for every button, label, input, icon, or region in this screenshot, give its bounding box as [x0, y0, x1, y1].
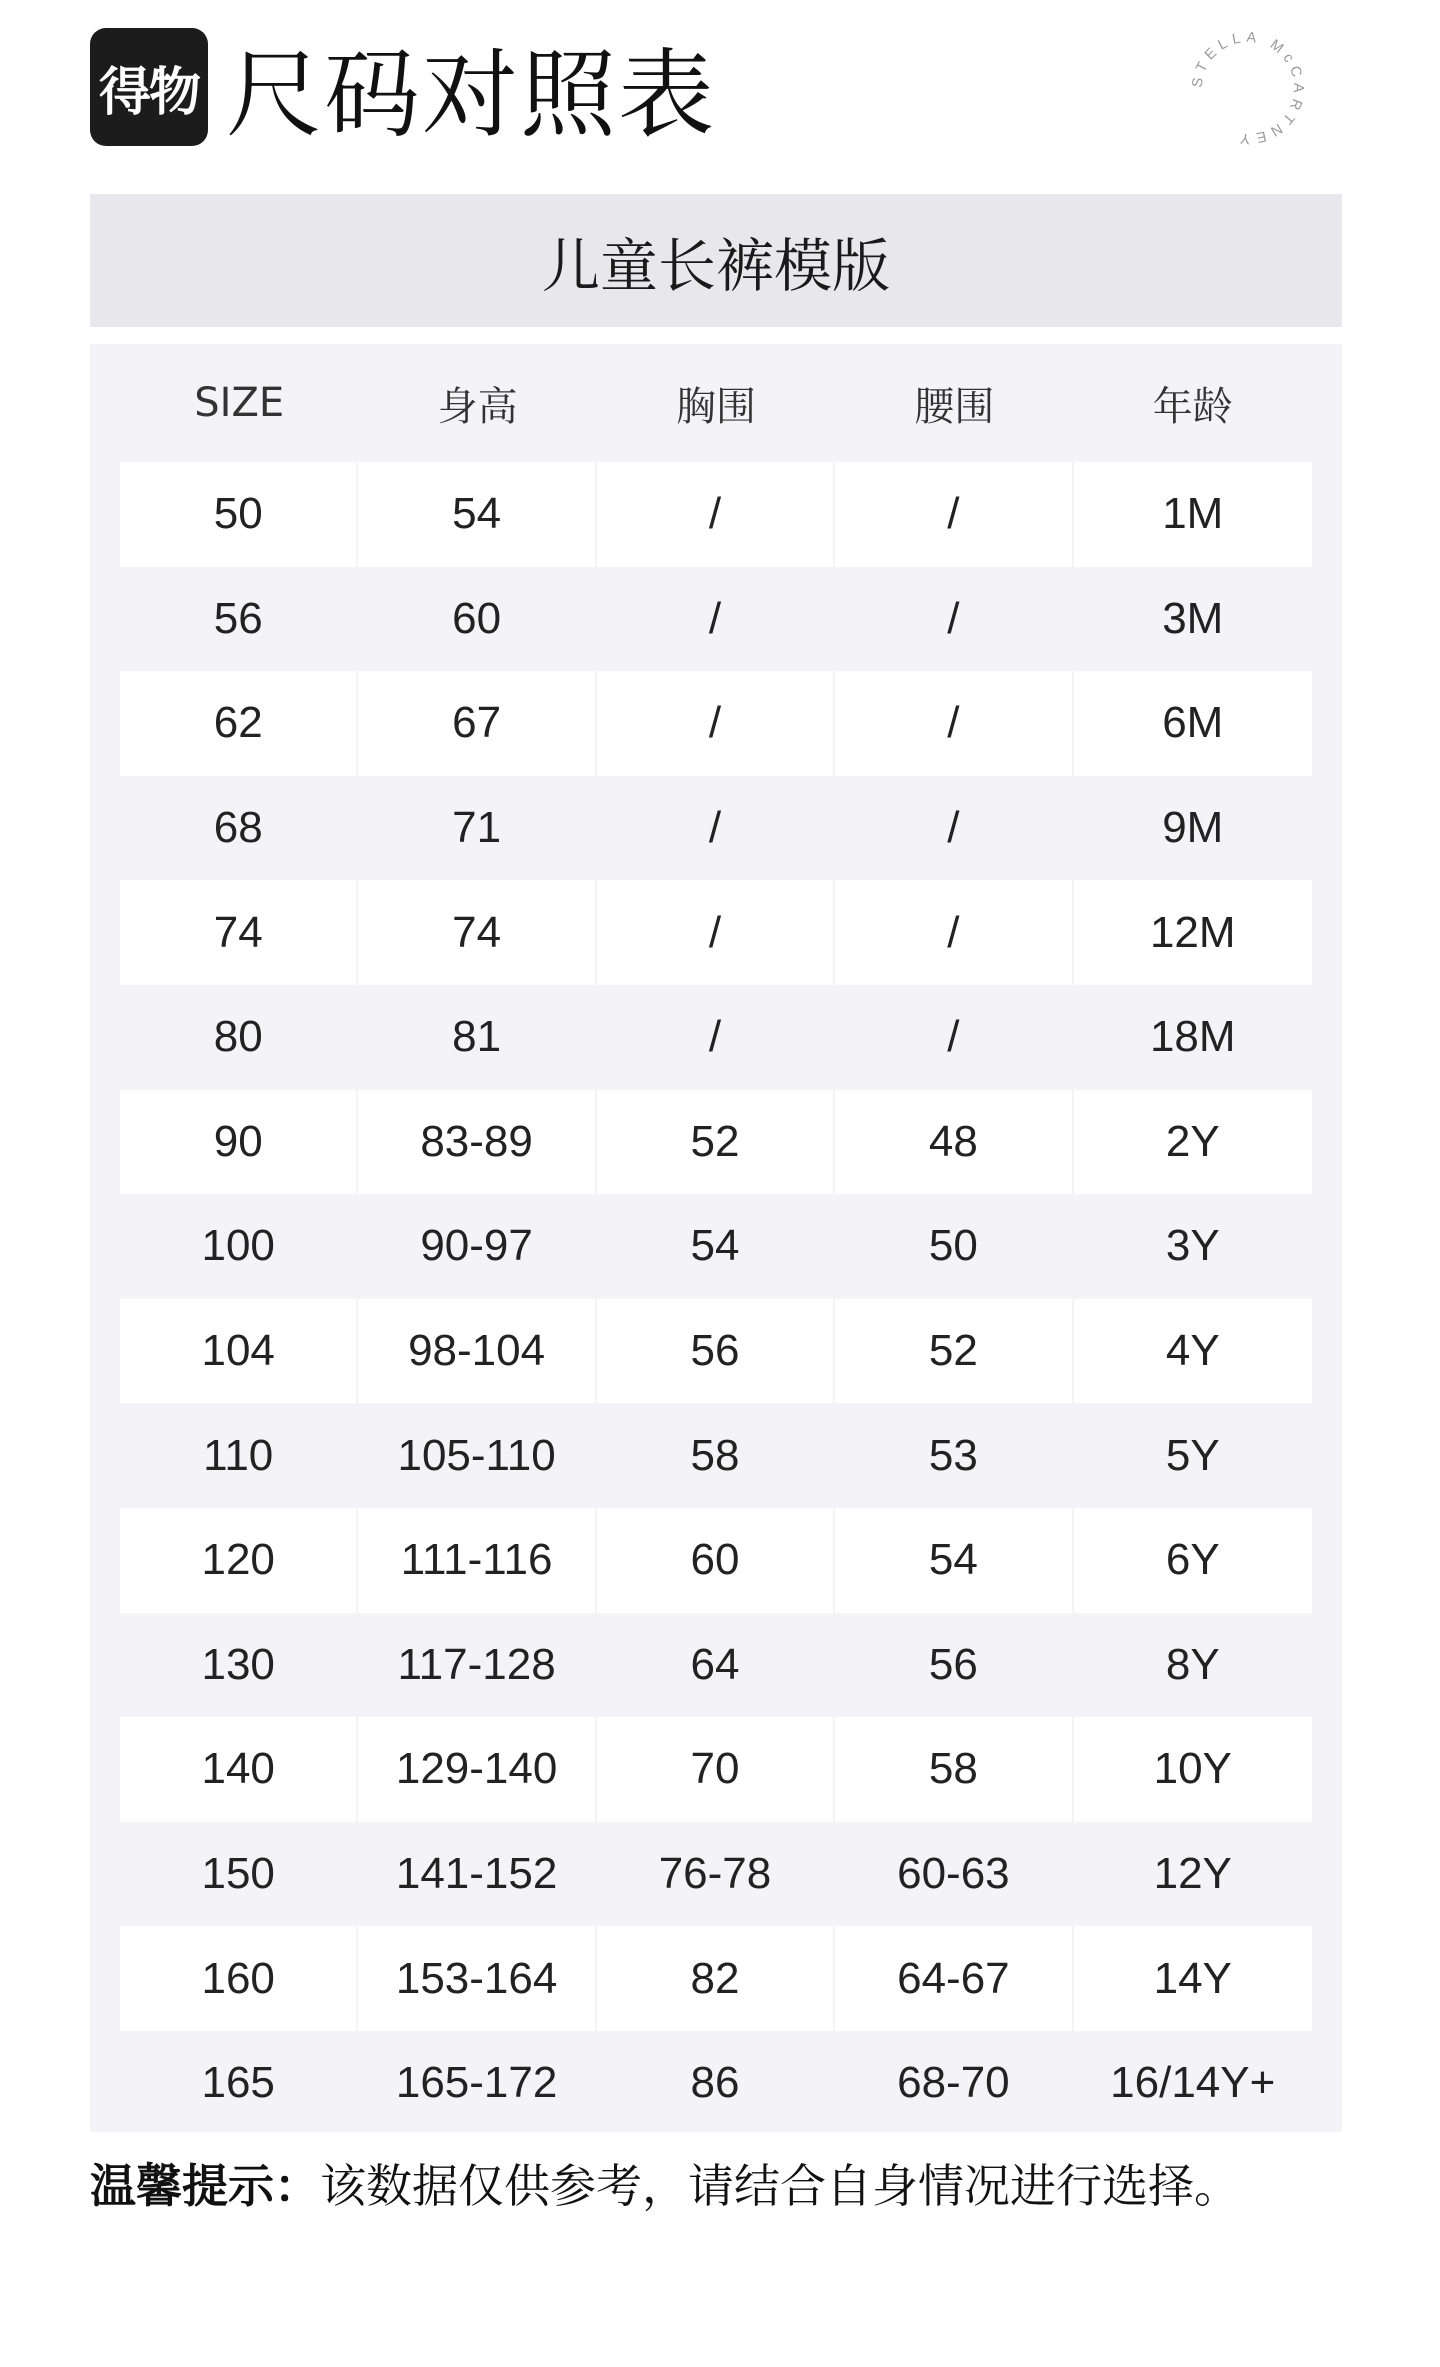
table-cell: /	[835, 671, 1071, 776]
table-cell: 140	[120, 1717, 356, 1822]
table-cell: 5Y	[1165, 1430, 1220, 1480]
table-cell: 48	[835, 1090, 1071, 1195]
table-row	[120, 1403, 1312, 1508]
table-row	[120, 880, 1312, 985]
table-row	[120, 1822, 1312, 1927]
table-row	[120, 1299, 1312, 1404]
table-cell: /	[708, 803, 722, 853]
table-cell: 54	[358, 462, 594, 567]
table-cell: 120	[120, 1508, 356, 1613]
table-cell: /	[597, 880, 833, 985]
table-cell: /	[835, 880, 1071, 985]
table-cell: 3Y	[1165, 1221, 1220, 1271]
table-cell: 54	[835, 1508, 1071, 1613]
table-cell: 60-63	[897, 1849, 1010, 1899]
table-row	[120, 1194, 1312, 1299]
table-cell: /	[835, 462, 1071, 567]
table-cell: 117-128	[397, 1639, 556, 1689]
table-cell: /	[597, 671, 833, 776]
table-cell: 3M	[1162, 593, 1224, 643]
table-cell: 56	[213, 593, 263, 643]
table-cell: 100	[201, 1221, 275, 1271]
table-cell: 90	[120, 1090, 356, 1195]
table-cell: 60	[452, 593, 502, 643]
table-cell: 14Y	[1074, 1926, 1312, 2031]
table-row	[120, 1926, 1312, 2031]
size-table	[90, 344, 1342, 2132]
table-cell: 64-67	[835, 1926, 1071, 2031]
table-cell: 58	[690, 1430, 740, 1480]
table-cell: 68	[213, 803, 263, 853]
table-cell: 80	[213, 1012, 263, 1062]
table-cell: 56	[597, 1299, 833, 1404]
table-row	[120, 1717, 1312, 1822]
table-cell: 130	[201, 1639, 275, 1689]
table-cell: /	[947, 593, 960, 643]
table-cell: 54	[690, 1221, 740, 1271]
table-cell: /	[947, 1012, 960, 1062]
table-body	[120, 462, 1312, 2136]
table-cell: 71	[452, 803, 502, 853]
table-cell: 110	[203, 1430, 274, 1480]
table-cell: 82	[597, 1926, 833, 2031]
page-header	[90, 22, 716, 152]
app-logo-text: 得物	[98, 62, 199, 123]
table-row	[120, 462, 1312, 567]
table-cell: 1M	[1074, 462, 1312, 567]
table-cell: 50	[928, 1221, 978, 1271]
table-row	[120, 2031, 1312, 2136]
table-cell: 64	[690, 1639, 740, 1689]
table-cell: /	[597, 462, 833, 567]
table-row	[120, 1090, 1312, 1195]
table-cell: 12M	[1074, 880, 1312, 985]
table-cell: 98-104	[358, 1299, 594, 1404]
table-cell: 165-172	[395, 2058, 558, 2108]
svg-text:STELLA McCARTNEY: STELLA McCARTNEY	[1189, 29, 1307, 147]
column-header: 胸围	[675, 383, 756, 430]
table-cell: 165	[201, 2058, 275, 2108]
column-header: 年龄	[1152, 383, 1233, 430]
table-cell: 141-152	[395, 1849, 558, 1899]
table-cell: 74	[120, 880, 356, 985]
table-row	[120, 985, 1312, 1090]
table-cell: 6Y	[1074, 1508, 1312, 1613]
app-logo	[90, 28, 208, 146]
table-cell: 105-110	[397, 1430, 556, 1480]
table-cell: 9M	[1162, 803, 1224, 853]
table-cell: 53	[928, 1430, 978, 1480]
table-row	[120, 776, 1312, 881]
table-cell: 160	[120, 1926, 356, 2031]
table-cell: 12Y	[1153, 1849, 1232, 1899]
table-cell: 4Y	[1074, 1299, 1312, 1404]
tip-label: 温馨提示：	[90, 2159, 320, 2213]
table-cell: 50	[120, 462, 356, 567]
table-cell: 150	[201, 1849, 275, 1899]
table-cell: 70	[597, 1717, 833, 1822]
table-cell: 16/14Y+	[1110, 2058, 1276, 2108]
table-cell: 52	[597, 1090, 833, 1195]
table-cell: /	[708, 1012, 722, 1062]
table-cell: 60	[597, 1508, 833, 1613]
footer-tip	[90, 2150, 1240, 2216]
table-row	[120, 1508, 1312, 1613]
size-chart-title: 儿童长裤模版	[541, 231, 890, 300]
table-row	[120, 671, 1312, 776]
table-cell: /	[947, 803, 960, 853]
table-cell: 68-70	[897, 2058, 1010, 2108]
table-cell: 62	[120, 671, 356, 776]
table-header-row	[120, 344, 1312, 462]
column-header: 身高	[437, 383, 518, 430]
page-title: 尺码对照表	[226, 38, 716, 151]
table-cell: 81	[452, 1012, 502, 1062]
table-cell: 8Y	[1165, 1639, 1220, 1689]
table-cell: 86	[690, 2058, 740, 2108]
table-cell: 58	[835, 1717, 1071, 1822]
chart-title-bar	[90, 194, 1342, 327]
column-header: SIZE	[194, 380, 285, 426]
tip-text: 该数据仅供参考，请结合自身情况进行选择。	[320, 2159, 1240, 2213]
table-cell: 67	[358, 671, 594, 776]
table-cell: 18M	[1149, 1012, 1236, 1062]
table-cell: 90-97	[420, 1221, 533, 1271]
column-header: 腰围	[914, 383, 995, 430]
table-cell: 76-78	[658, 1849, 772, 1899]
table-cell: 52	[835, 1299, 1071, 1404]
table-row	[120, 567, 1312, 672]
table-cell: 83-89	[358, 1090, 594, 1195]
table-cell: /	[708, 593, 722, 643]
table-cell: 74	[358, 880, 594, 985]
table-cell: 6M	[1074, 671, 1312, 776]
table-cell: 153-164	[358, 1926, 594, 2031]
table-cell: 129-140	[358, 1717, 594, 1822]
table-cell: 104	[120, 1299, 356, 1404]
table-cell: 56	[928, 1639, 978, 1689]
table-cell: 111-116	[358, 1508, 594, 1613]
table-cell: 10Y	[1074, 1717, 1312, 1822]
brand-seal-logo	[1185, 25, 1311, 151]
table-row	[120, 1613, 1312, 1718]
table-cell: 2Y	[1074, 1090, 1312, 1195]
